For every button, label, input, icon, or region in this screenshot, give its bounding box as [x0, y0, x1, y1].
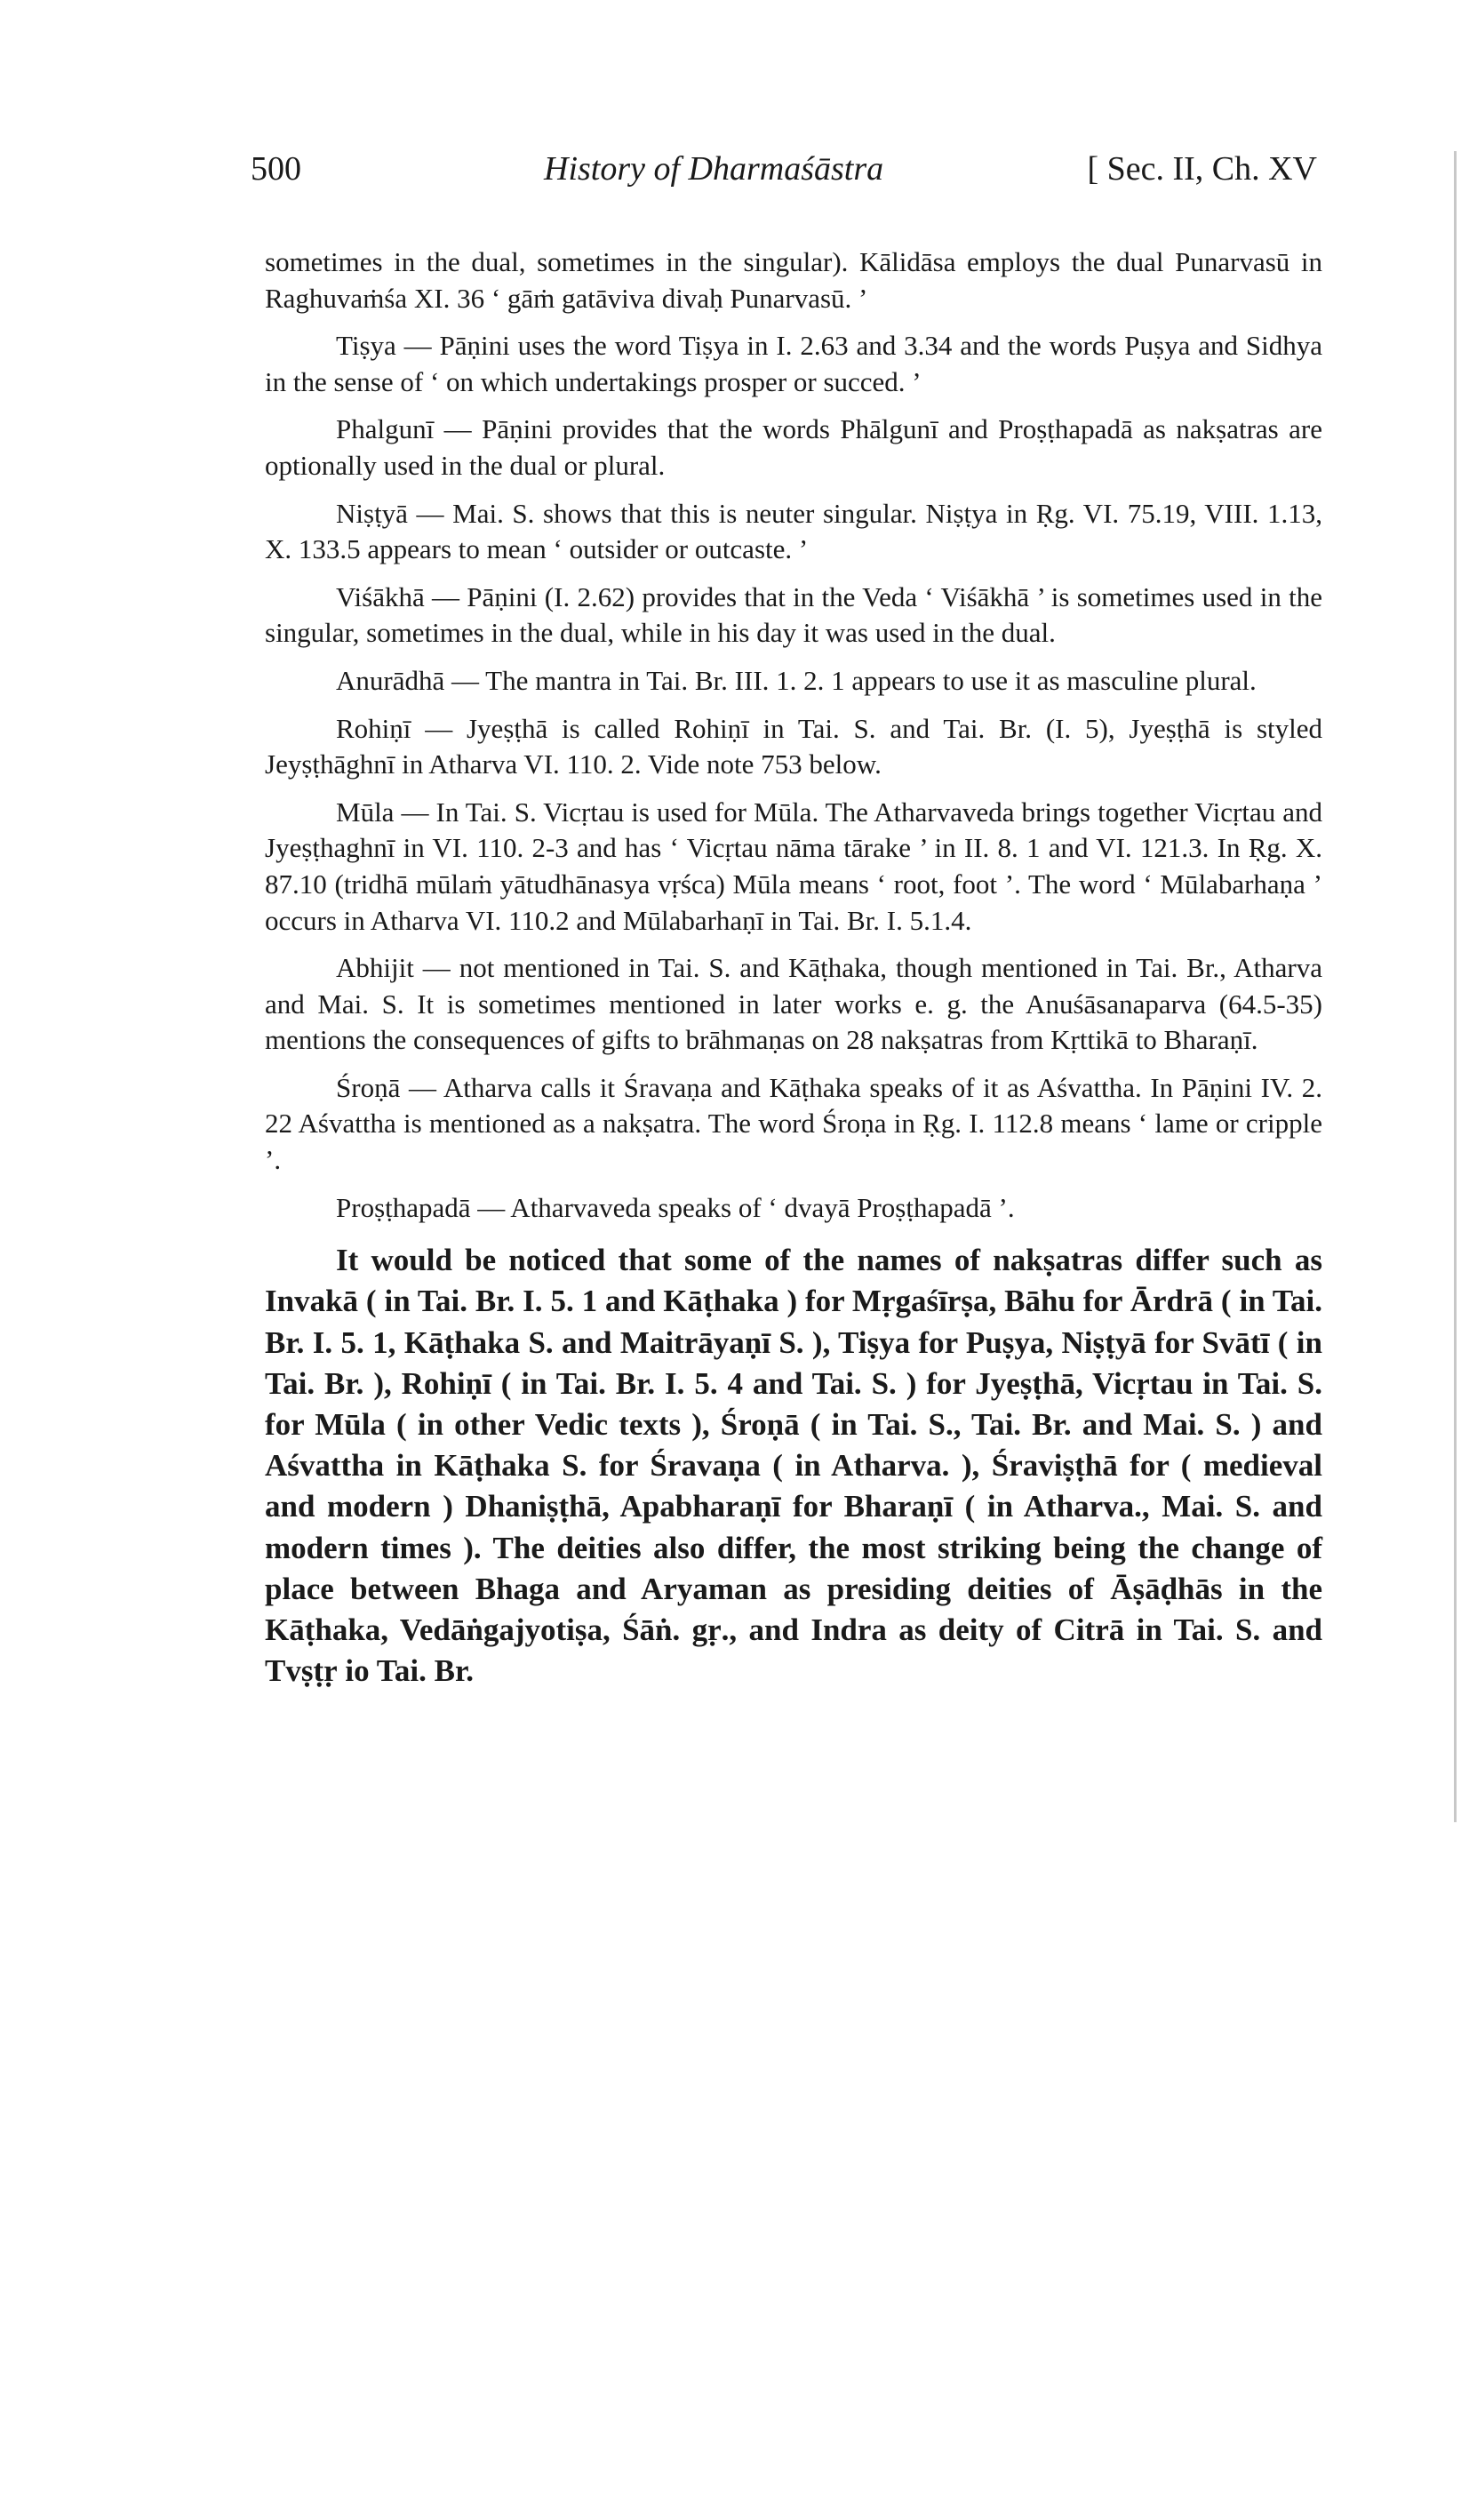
- paragraph-nistya: Niṣṭyā — Mai. S. shows that this is neuter singular. Niṣṭya in Ṛg. VI. 75.19, VIII. 1.13, X. 133.5 appears to mean ‘ outsider or outcaste. ’: [265, 497, 1322, 565]
- paragraph-anuradha: Anurādhā — The mantra in Tai. Br. III. 1. 2. 1 appears to use it as masculine plural.: [336, 664, 1257, 696]
- paragraph-abhijit: Abhijit — not mentioned in Tai. S. and Kāṭhaka, though mentioned in Tai. Br., Atharva and Mai. S. It is sometimes mentioned in later works e. g. the Anuśāsanaparva (64.5-35) mentions the consequences of gifts to brāhmaṇas on 28 nakṣatras from Kṛttikā to Bharaṇī.: [265, 952, 1322, 1056]
- page-number: 500: [251, 150, 301, 188]
- paragraph-srona: Śroṇā — Atharva calls it Śravaṇa and Kāṭhaka speaks of it as Aśvattha. In Pāṇini IV. 2. 22 Aśvattha is mentioned as a nakṣatra. The word Śroṇa in Ṛg. I. 112.8 means ‘ lame or cripple ’.: [265, 1071, 1322, 1176]
- page-header: [251, 149, 1317, 203]
- section-reference: [ Sec. II, Ch. XV: [1087, 150, 1317, 188]
- body-text: [265, 244, 1322, 1703]
- paragraph-tisya: Tiṣya — Pāṇini uses the word Tiṣya in I. 2.63 and 3.34 and the words Puṣya and Sidhya in the sense of ‘ on which undertakings prosper or succed. ’: [265, 330, 1322, 397]
- scan-margin-line: [1454, 151, 1457, 1822]
- paragraph-visakha: Viśākhā — Pāṇini (I. 2.62) provides that in the Veda ‘ Viśākhā ’ is sometimes used in the singular, sometimes in the dual, while in his day it was used in the dual.: [265, 580, 1322, 649]
- paragraph-phalguni: Phalgunī — Pāṇini provides that the words Phālgunī and Proṣṭhapadā as nakṣatras are optionally used in the dual or plural.: [265, 413, 1322, 481]
- paragraph-mula: Mūla — In Tai. S. Vicṛtau is used for Mūla. The Atharvaveda brings together Vicṛtau and Jyeṣṭhaghnī in VI. 110. 2-3 and has ‘ Vicṛtau nāma tārake ’ in II. 8. 1 and VI. 121.3. In Ṛg. X. 87.10 (tridhā mūlaṁ yātudhānasya vṛśca) Mūla means ‘ root, foot ’. The word ‘ Mūlabarhaṇa ’ occurs in Atharva VI. 110.2 and Mūlabarhaṇī in Tai. Br. I. 5.1.4.: [265, 796, 1322, 936]
- paragraph-prosthapada: Proṣṭhapadā — Atharvaveda speaks of ‘ dvayā Proṣṭhapadā ’.: [336, 1191, 1015, 1223]
- paragraph-rohini: Rohiṇī — Jyeṣṭhā is called Rohiṇī in Tai. S. and Tai. Br. (I. 5), Jyeṣṭhā is styled Jeyṣṭhāghnī in Atharva VI. 110. 2. Vide note 753 below.: [265, 712, 1322, 780]
- paragraph-summary: It would be noticed that some of the names of nakṣatras differ such as Invakā ( in Tai. Br. I. 5. 1 and Kāṭhaka ) for Mṛgaśīrṣa, Bāhu for Ārdrā ( in Tai. Br. I. 5. 1, Kāṭhaka S. and Maitrāyaṇī S. ), Tiṣya for Puṣya, Niṣṭyā for Svātī ( in Tai. Br. ), Rohiṇī ( in Tai. Br. I. 5. 4 and Tai. S. ) for Jyeṣṭhā, Vicṛtau in Tai. S. for Mūla ( in other Vedic texts ), Śroṇā ( in Tai. S., Tai. Br. and Mai. S. ) and Aśvattha in Kāṭhaka S. for Śravaṇa ( in Atharva. ), Śraviṣṭhā for ( medieval and modern ) Dhaniṣṭhā, Apabharaṇī for Bharaṇī ( in Atharva., Mai. S. and modern times ). The deities also differ, the most striking being the change of place between Bhaga and Aryaman as presiding deities of Āṣāḍhās in the Kāṭhaka, Vedāṅgajyotiṣa, Śāṅ. gṛ., and Indra as deity of Citrā in Tai. S. and Tvṣṭṛ io Tai. Br.: [265, 1243, 1322, 1689]
- paragraph-continuation: sometimes in the dual, sometimes in the singular). Kālidāsa employs the dual Punarvasū in Raghuvaṁśa XI. 36 ‘ gāṁ gatāviva divaḥ Punarvasū. ’: [265, 246, 1322, 314]
- running-title: History of Dharmaśāstra: [544, 150, 884, 188]
